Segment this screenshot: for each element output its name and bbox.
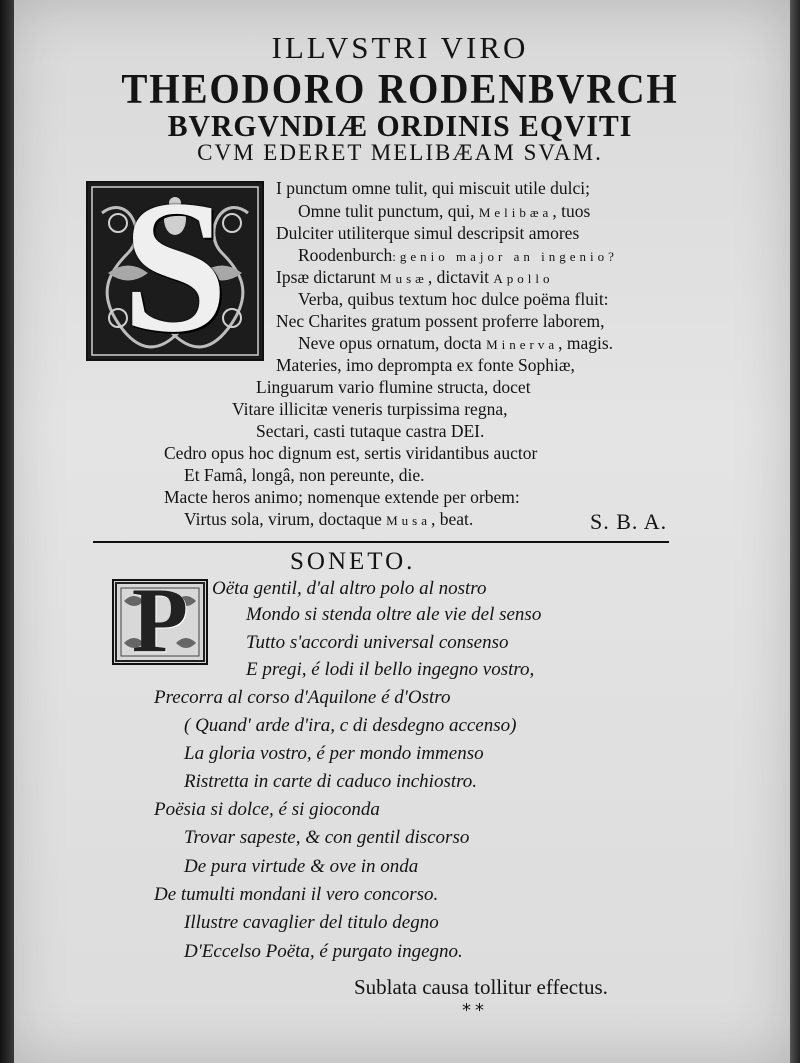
sonnet-line: E pregi, é lodi il bello ingegno vostro, [246, 659, 535, 680]
latin-poem-line [298, 333, 613, 354]
decorated-initial-p [112, 579, 208, 665]
latin-poem-line [256, 421, 484, 442]
small-caps-name: Melibæa [478, 205, 553, 220]
latin-poem-line [298, 245, 618, 266]
line-text: Materies, imo deprompta ex fonte Sophiæ, [276, 355, 575, 375]
line-text: Virtus sola, virum, doctaque [184, 509, 387, 529]
latin-poem-line [298, 289, 609, 310]
latin-poem-line [276, 267, 554, 288]
latin-poem-line [164, 487, 520, 508]
latin-poem-line [276, 223, 579, 244]
initial-letter-p: P [131, 579, 189, 665]
closing-ornament: ** [462, 1000, 488, 1021]
line-text: Neve opus ornatum, docta [298, 333, 487, 353]
initial-letter-s: S [122, 181, 228, 361]
closing-motto: Sublata causa tollitur effectus. [354, 975, 608, 999]
sonnet-title: SONETO. [290, 548, 416, 575]
line-text: Sectari, casti tutaque castra DEI. [256, 421, 485, 441]
latin-poem-line [276, 178, 590, 199]
line-text: Et Famâ, longâ, non pereunte, die. [184, 465, 425, 485]
sonnet-line: La gloria vostro, é per mondo immenso [184, 743, 484, 764]
line-text: Cedro opus hoc dignum est, sertis viridantibus auctor [164, 443, 538, 463]
sonnet-line: D'Eccelso Poëta, é purgato ingegno. [184, 941, 463, 962]
sonnet-line: Oëta gentil, d'al altro polo al nostro [212, 578, 487, 599]
signature-initials: S. B. A. [590, 509, 668, 534]
line-text: Ipsæ dictarunt [276, 267, 381, 287]
line-text: , tuos [552, 201, 591, 221]
line-text: Verba, quibus textum hoc dulce poëma fluit: [298, 289, 609, 309]
line-text: , magis. [558, 333, 614, 353]
small-caps-name: :genio major an ingenio? [392, 249, 618, 264]
small-caps-name: Musa [386, 513, 431, 528]
line-text: Omne tulit punctum, qui, [298, 201, 479, 221]
sonnet-line: Mondo si stenda oltre ale vie del senso [246, 604, 542, 625]
line-text: Macte heros animo; nomenque extende per orbem: [164, 487, 520, 507]
decorated-initial-s [86, 181, 264, 361]
latin-poem-line [276, 311, 605, 332]
sonnet-line: ( Quand' arde d'ira, c di desdegno accenso) [184, 715, 517, 736]
title-line-4: CVM EDERET MELIBÆAM SVAM. [197, 140, 603, 165]
line-text: Nec Charites gratum possent proferre laborem, [276, 311, 605, 331]
sonnet-line: Ristretta in carte di caduco inchiostro. [184, 771, 478, 792]
line-text: , dictavit [427, 267, 494, 287]
small-caps-name: Apollo [493, 271, 554, 286]
line-text: , beat. [431, 509, 474, 529]
title-line-2: THEODORO RODENBVRCH [121, 67, 679, 113]
sonnet-line: Illustre cavaglier del titulo degno [184, 912, 439, 933]
latin-poem-line [298, 201, 590, 222]
sonnet-line: Poësia si dolce, é si gioconda [154, 799, 380, 820]
section-divider [93, 541, 669, 543]
line-text: Dulciter utiliterque simul descripsit amores [276, 223, 580, 243]
latin-poem-line [232, 399, 507, 420]
line-text: Roodenburch [298, 245, 393, 265]
latin-poem-line [256, 377, 531, 398]
sonnet-line: Tutto s'accordi universal consenso [246, 632, 509, 653]
sonnet-line: Precorra al corso d'Aquilone é d'Ostro [154, 687, 451, 708]
line-text: Linguarum vario flumine structa, docet [256, 377, 531, 397]
small-caps-name: Minerva [486, 337, 559, 352]
title-line-1: ILLVSTRI VIRO [271, 30, 529, 65]
sonnet-line: De tumulti mondani il vero concorso. [154, 884, 439, 905]
line-text: I punctum omne tulit, qui miscuit utile dulci; [276, 178, 590, 198]
title-line-3: BVRGVNDIÆ ORDINIS EQVITI [167, 108, 633, 143]
latin-poem-line [184, 509, 473, 530]
line-text: Vitare illicitæ veneris turpissima regna, [232, 399, 508, 419]
sonnet-line: De pura virtude & ove in onda [184, 856, 419, 877]
sonnet-line: Trovar sapeste, & con gentil discorso [184, 827, 470, 848]
latin-poem-line [164, 443, 537, 464]
latin-poem-line [276, 355, 575, 376]
small-caps-name: Musæ [380, 271, 428, 286]
latin-poem-line [184, 465, 425, 486]
